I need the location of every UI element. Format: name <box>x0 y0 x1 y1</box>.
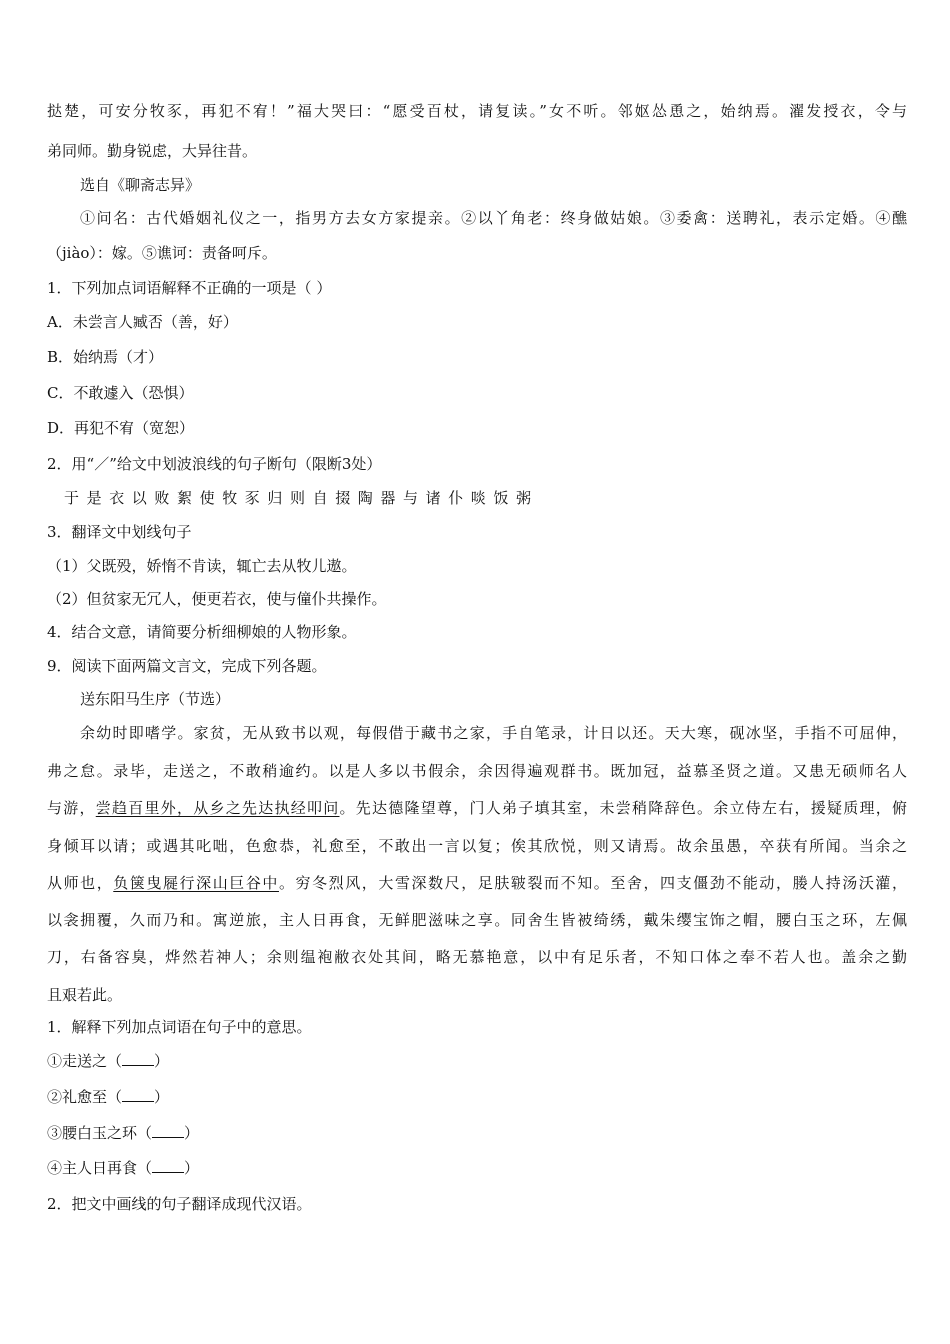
q9-passage-line <box>47 910 907 930</box>
q9-passage-line <box>47 761 907 781</box>
q9-passage-line <box>80 723 907 743</box>
passage1-notes-line-1: ①问名：古代婚姻礼仪之一，指男方去女方家提亲。②以丫角老：终身做姑娘。③委禽：送聘礼，表示定婚。④醮 <box>80 209 907 227</box>
passage-text: 身倾耳以请；或遇其叱咄，色愈恭，礼愈至，不敢出一言以复；俟其欣悦，则又请焉。故余虽愚，卒获有所闻。当余之 <box>47 837 907 855</box>
q1-option-b: B．始纳焉（才） <box>47 348 164 366</box>
q9-sub1-stem: 1．解释下列加点词语在句子中的意思。 <box>47 1018 312 1036</box>
answer-blank[interactable] <box>152 1123 184 1138</box>
q1-option-a: A．未尝言人臧否（善，好） <box>47 313 238 331</box>
q9-sub1-item-label: ①走送之（ <box>47 1052 123 1070</box>
q9-sub1-item-close: ） <box>184 1159 200 1177</box>
q1-stem: 1．下列加点词语解释不正确的一项是（ ） <box>47 279 332 297</box>
q2-sentence: 于是衣以败絮使牧豕归则自掇陶器与诸仆啖饭粥 <box>64 489 539 507</box>
q9-sub1-item-close: ） <box>184 1124 200 1142</box>
passage-text: 余幼时即嗜学。家贫，无从致书以观，每假借于藏书之家，手自笔录，计日以还。天大寒，砚冰坚，手指不可屈伸， <box>80 724 907 742</box>
q9-passage-line <box>47 947 907 967</box>
q9-stem: 9．阅读下面两篇文言文，完成下列各题。 <box>47 657 327 675</box>
underlined-sentence: 尝趋百里外，从乡之先达执经叩问 <box>95 799 340 817</box>
passage1-source: 选自《聊斋志异》 <box>80 176 201 194</box>
underlined-sentence: 负箧曳屣行深山巨谷中 <box>113 874 279 892</box>
q9-passage-line <box>47 985 907 1005</box>
passage-text: 。先达德隆望尊，门人弟子填其室，未尝稍降辞色。余立侍左右，援疑质理，俯 <box>339 799 907 817</box>
q9-sub1-item-label: ③腰白玉之环（ <box>47 1124 153 1142</box>
q1-option-c: C．不敢遽入（恐惧） <box>47 384 194 402</box>
passage-text: 且艰若此。 <box>47 986 123 1004</box>
q9-sub1-item-label: ②礼愈至（ <box>47 1088 123 1106</box>
q9-passage-line <box>47 836 907 856</box>
q9-passage-title: 送东阳马生序（节选） <box>80 690 231 708</box>
answer-blank[interactable] <box>122 1087 154 1102</box>
q2-stem: 2．用“／”给文中划波浪线的句子断句（限断3处） <box>47 455 382 473</box>
passage-text: 以衾拥覆，久而乃和。寓逆旅，主人日再食，无鲜肥滋味之享。同舍生皆被绮绣，戴朱缨宝饰之帽，腰白玉之环，左佩 <box>47 911 907 929</box>
q9-sub1-item-2 <box>47 1087 907 1107</box>
q9-sub2-stem: 2．把文中画线的句子翻译成现代汉语。 <box>47 1195 312 1213</box>
passage1-line-1: 挞楚，可安分牧豕，再犯不宥！”福大哭曰：“愿受百杖，请复读。”女不听。邻妪怂恿之，始纳焉。濯发授衣，令与 <box>47 102 907 120</box>
q3-item-1: （1）父既殁，娇惰不肯读，辄亡去从牧儿遨。 <box>47 557 357 575</box>
q9-sub1-item-label: ④主人日再食（ <box>47 1159 153 1177</box>
passage-text: 。穷冬烈风，大雪深数尺，足肤皲裂而不知。至舍，四支僵劲不能动，媵人持汤沃灌， <box>278 874 907 892</box>
passage-text: 从师也， <box>47 874 114 892</box>
passage1-notes-line-2: （jiào）：嫁。⑤谯诃：责备呵斥。 <box>47 244 277 262</box>
passage-text: 弗之怠。录毕，走送之，不敢稍逾约。以是人多以书假余，余因得遍观群书。既加冠，益慕圣贤之道。又患无硕师名人 <box>47 762 907 780</box>
answer-blank[interactable] <box>122 1051 154 1066</box>
q9-sub1-item-close: ） <box>154 1052 170 1070</box>
passage1-line-2: 弟同师。勤身锐虑，大异往昔。 <box>47 142 258 160</box>
q1-option-d: D．再犯不宥（宽恕） <box>47 419 195 437</box>
q9-passage-line <box>47 798 907 818</box>
passage-text: 刀，右备容臭，烨然若神人；余则缊袍敝衣处其间，略无慕艳意，以中有足乐者，不知口体之奉不若人也。盖余之勤 <box>47 948 907 966</box>
passage-text: 与游， <box>47 799 96 817</box>
q4-stem: 4．结合文意，请简要分析细柳娘的人物形象。 <box>47 623 357 641</box>
q9-sub1-item-3 <box>47 1123 907 1143</box>
q9-sub1-item-close: ） <box>154 1088 170 1106</box>
q3-stem: 3．翻译文中划线句子 <box>47 523 192 541</box>
q9-sub1-item-1 <box>47 1051 907 1071</box>
answer-blank[interactable] <box>152 1158 184 1173</box>
q9-sub1-item-4 <box>47 1158 907 1178</box>
q3-item-2: （2）但贫家无冗人，便更若衣，使与僮仆共操作。 <box>47 590 387 608</box>
q9-passage-line <box>47 873 907 893</box>
